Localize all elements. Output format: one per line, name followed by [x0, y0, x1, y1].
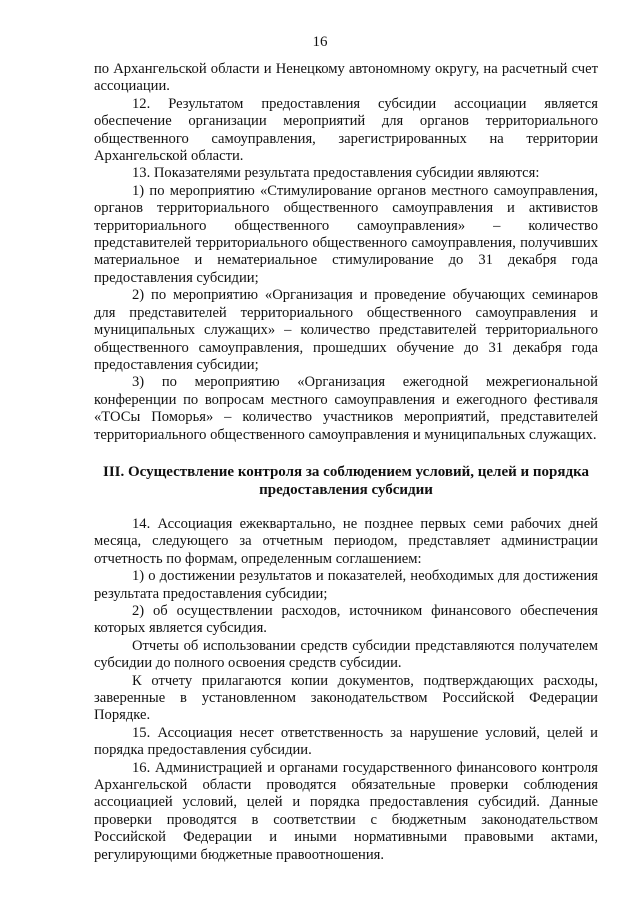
page-number: 16	[312, 34, 328, 50]
paragraph-14-item-2: 2) об осуществлении расходов, источником финансового обеспечения которых является субсидия.	[94, 602, 598, 637]
paragraph-14: 14. Ассоциация ежеквартально, не позднее первых семи рабочих дней месяца, следующего за отчетным периодом, представляет администрации отчетность по формам, определенным соглашением:	[94, 515, 598, 567]
paragraph-14-item-1: 1) о достижении результатов и показателей, необходимых для достижения результата предоставления субсидии;	[94, 568, 598, 602]
section-heading: III. Осуществление контроля за соблюдением условий, целей и порядка предоставления субсидии	[102, 463, 590, 498]
paragraph-13-item-1: 1) по мероприятию «Стимулирование органов местного самоуправления, органов территориального общественного самоуправления и активистов территориального общественного самоуправления» – количество представителей территориального общественного самоуправления, получивших материальное и нематериальное стимулирование до 31 декабря года предоставления субсидии;	[94, 182, 598, 286]
paragraph-13-item-2: 2) по мероприятию «Организация и проведение обучающих семинаров для представителей территориального общественного самоуправления и муниципальных служащих» – количество представителей территориального общественного самоуправления, прошедших обучение до 31 декабря года предоставления субсидии;	[94, 287, 598, 373]
paragraph-16: 16. Администрацией и органами государственного финансового контроля Архангельской области проводятся обязательные проверки соблюдения ассоциацией условий, целей и порядка предоставления субсидий. Данные проверки проводятся в соответствии с бюджетным законодательством Российской Федерации и иными нормативными правовыми актами, регулирующими бюджетные правоотношения.	[94, 759, 598, 863]
paragraph-12: 12. Результатом предоставления субсидии ассоциации является обеспечение организации мероприятий для органов территориального общественного самоуправления, зарегистрированных на территории Архангельской области.	[94, 95, 598, 165]
document-body	[94, 61, 598, 864]
paragraph-13-item-3: 3) по мероприятию «Организация ежегодной межрегиональной конференции по вопросам местного самоуправления и ежегодного фестиваля «ТОСы Поморья» – количество участников мероприятий, представителей территориального общественного самоуправления и муниципальных служащих.	[94, 374, 598, 443]
paragraph-13: 13. Показателями результата предоставления субсидии являются:	[132, 165, 540, 182]
paragraph-continuation: по Архангельской области и Ненецкому автономному округу, на расчетный счет ассоциации.	[94, 61, 598, 95]
paragraph-reports: Отчеты об использовании средств субсидии представляются получателем субсидии до полного освоения средств субсидии.	[94, 637, 598, 672]
paragraph-15: 15. Ассоциация несет ответственность за нарушение условий, целей и порядка предоставления субсидии.	[94, 724, 598, 759]
paragraph-attachments: К отчету прилагаются копии документов, подтверждающих расходы, заверенные в установленном законодательством Российской Федерации Порядке.	[94, 672, 598, 724]
